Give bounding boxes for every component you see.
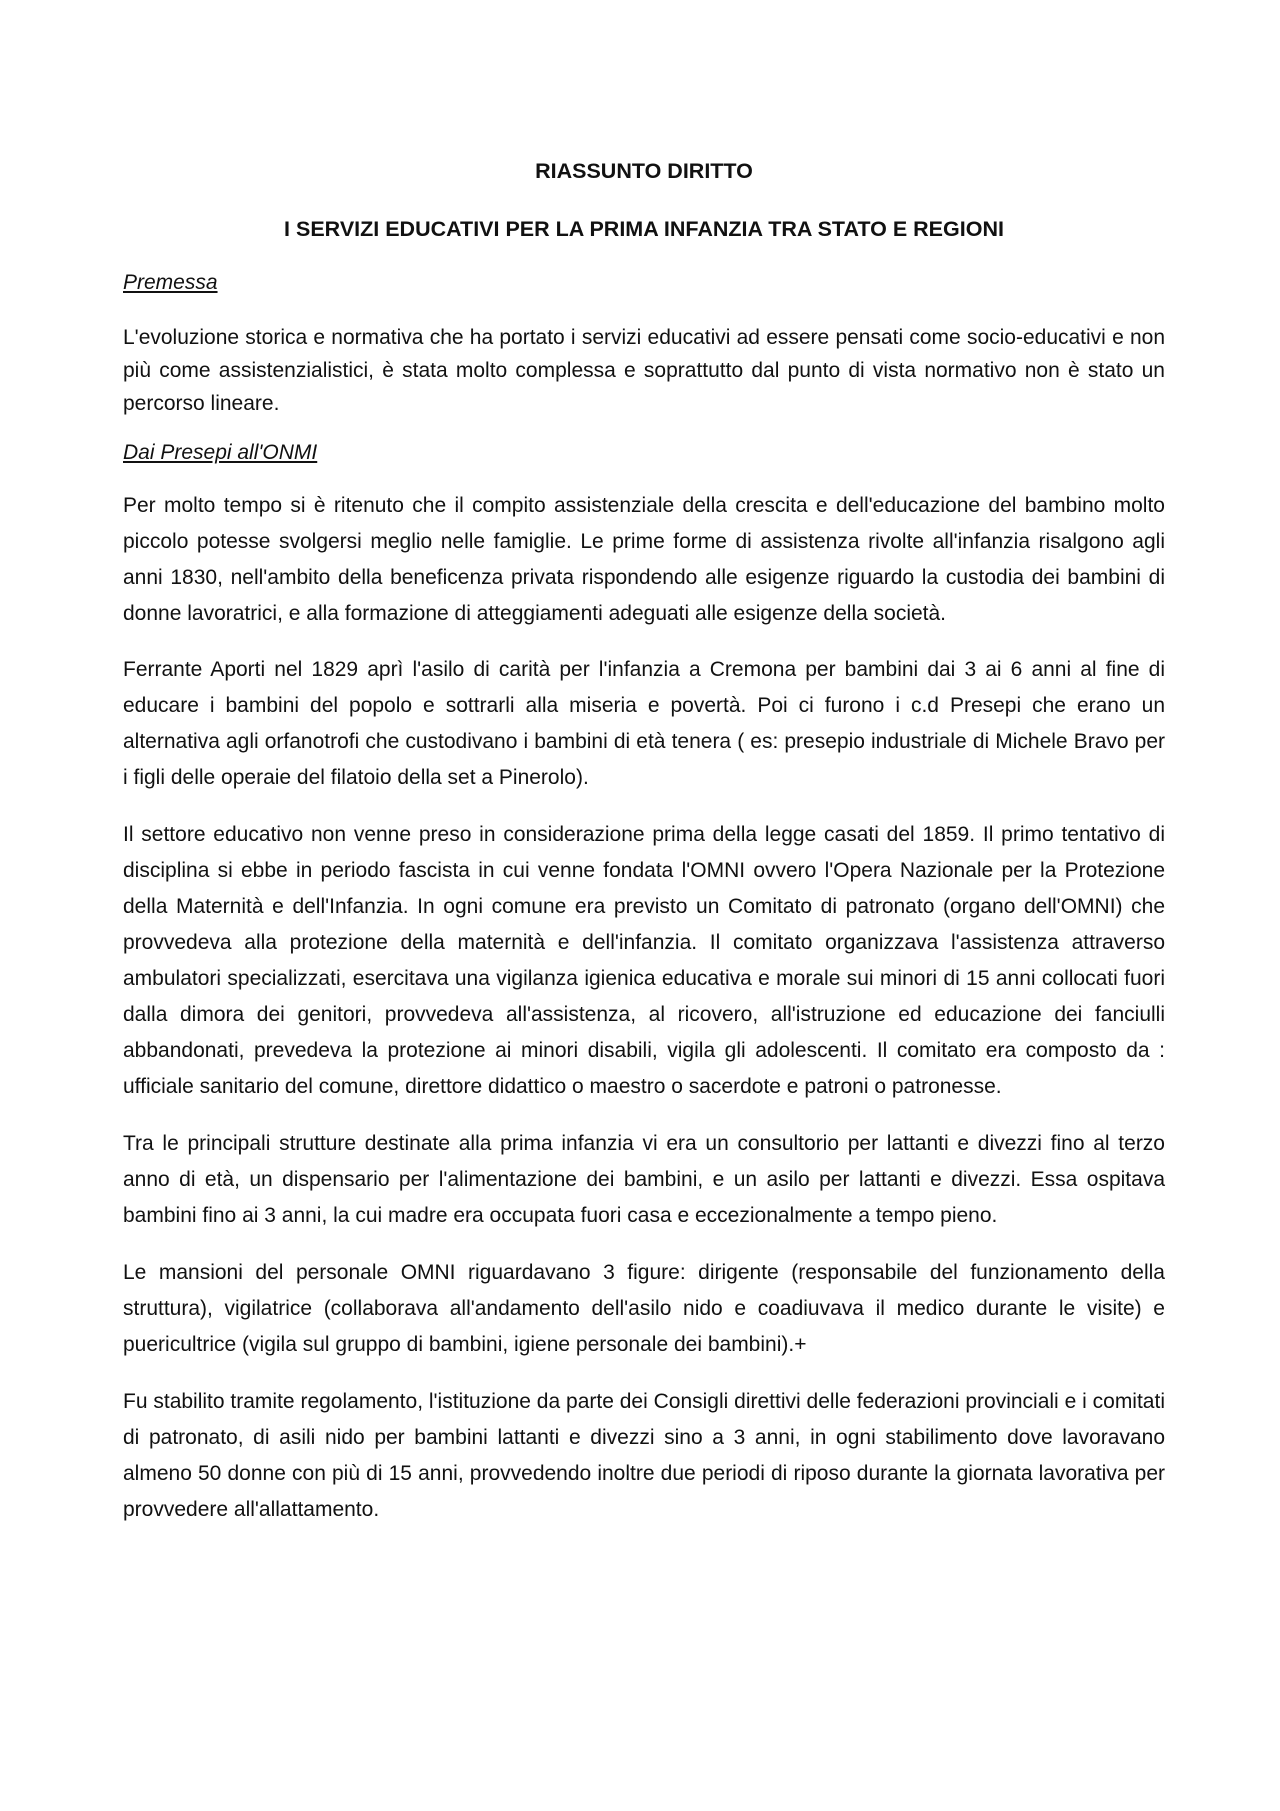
section-heading-premessa: Premessa — [123, 271, 218, 294]
paragraph: Fu stabilito tramite regolamento, l'istituzione da parte dei Consigli direttivi delle federazioni provinciali e i comitati di patronato, di asili nido per bambini lattanti e divezzi sino a 3 anni, in ogni stabilimento dove lavoravano almeno 50 donne con più di 15 anni, provvedendo inoltre due periodi di riposo durante la giornata lavorativa per provvedere all'allattamento. — [123, 1390, 1165, 1521]
document-page — [123, 150, 1165, 1528]
paragraph: Le mansioni del personale OMNI riguardavano 3 figure: dirigente (responsabile del funzionamento della struttura), vigilatrice (collaborava all'andamento dell'asilo nido e coadiuvava il medico durante le visite) e puericultrice (vigila sul gruppo di bambini, igiene personale dei bambini).+ — [123, 1261, 1165, 1356]
section-heading-presepi-onmi: Dai Presepi all'ONMI — [123, 441, 318, 464]
document-subtitle: I SERVIZI EDUCATIVI PER LA PRIMA INFANZIA TRA STATO E REGIONI — [284, 217, 1004, 241]
paragraph: Il settore educativo non venne preso in considerazione prima della legge casati del 1859. Il primo tentativo di disciplina si ebbe in periodo fascista in cui venne fondata l'OMNI ovvero l'Opera Nazionale per la Protezione della Maternità e dell'Infanzia. In ogni comune era previsto un Comitato di patronato (organo dell'OMNI) che provvedeva alla protezione della maternità e dell'infanzia. Il comitato organizzava l'assistenza attraverso ambulatori specializzati, esercitava una vigilanza igienica educativa e morale sui minori di 15 anni collocati fuori dalla dimora dei genitori, provvedeva all'assistenza, al ricovero, all'istruzione ed educazione dei fanciulli abbandonati, prevedeva la protezione ai minori disabili, vigila gli adolescenti. Il comitato era composto da : ufficiale sanitario del comune, direttore didattico o maestro o sacerdote e patroni o patronesse. — [123, 823, 1165, 1098]
document-title: RIASSUNTO DIRITTO — [535, 159, 753, 183]
paragraph: Ferrante Aporti nel 1829 aprì l'asilo di carità per l'infanzia a Cremona per bambini dai 3 ai 6 anni al fine di educare i bambini del popolo e sottrarli alla miseria e povertà. Poi ci furono i c.d Presepi che erano un alternativa agli orfanotrofi che custodivano i bambini di età tenera ( es: presepio industriale di Michele Bravo per i figli delle operaie del filatoio della set a Pinerolo). — [123, 658, 1165, 789]
paragraph: Per molto tempo si è ritenuto che il compito assistenziale della crescita e dell'educazione del bambino molto piccolo potesse svolgersi meglio nelle famiglie. Le prime forme di assistenza rivolte all'infanzia risalgono agli anni 1830, nell'ambito della beneficenza privata rispondendo alle esigenze riguardo la custodia dei bambini di donne lavoratrici, e alla formazione di atteggiamenti adeguati alle esigenze della società. — [123, 494, 1165, 625]
paragraph: Tra le principali strutture destinate alla prima infanzia vi era un consultorio per lattanti e divezzi fino al terzo anno di età, un dispensario per l'alimentazione dei bambini, e un asilo per lattanti e divezzi. Essa ospitava bambini fino ai 3 anni, la cui madre era occupata fuori casa e eccezionalmente a tempo pieno. — [123, 1132, 1165, 1227]
paragraph: L'evoluzione storica e normativa che ha portato i servizi educativi ad essere pensati come socio-educativi e non più come assistenzialistici, è stata molto complessa e soprattutto dal punto di vista normativo non è stato un percorso lineare. — [123, 326, 1165, 415]
